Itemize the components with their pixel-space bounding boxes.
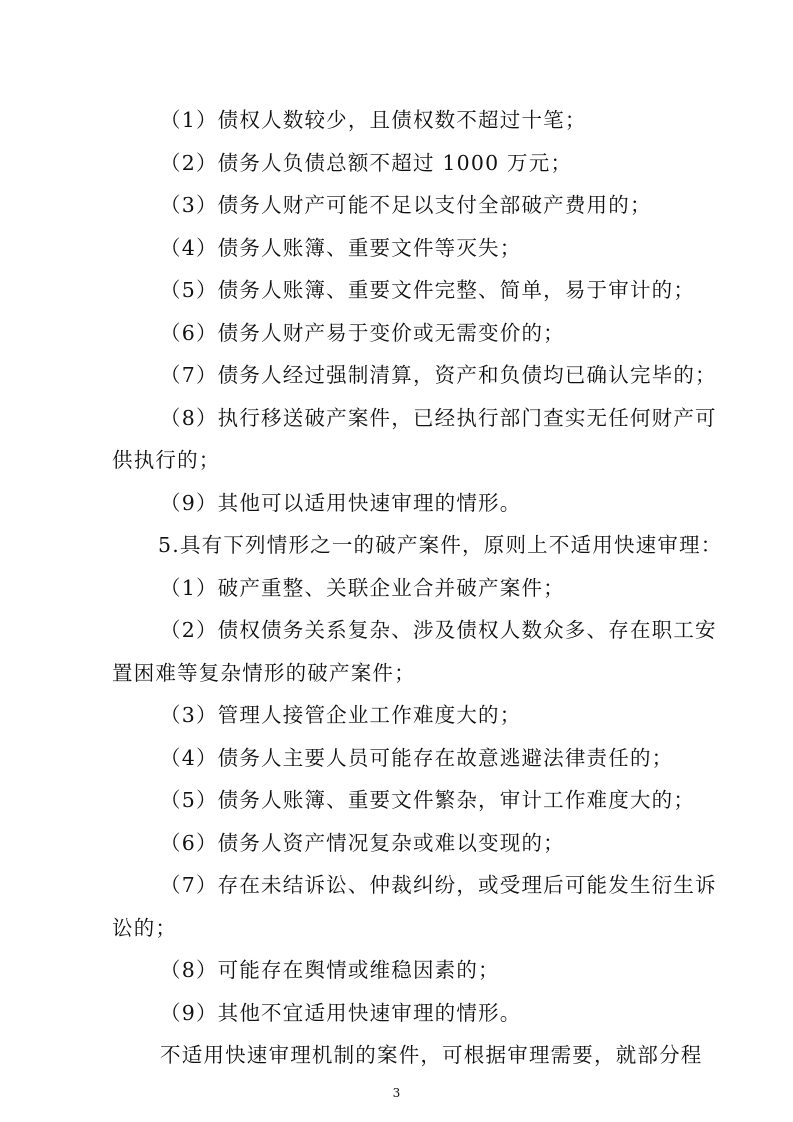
exclusion-item-9: （9）其他不宜适用快速审理的情形。: [160, 1001, 522, 1025]
criteria-item-5: （5）债务人账簿、重要文件完整、简单，易于审计的；: [160, 278, 696, 302]
exclusion-item-2: （2）债权债务关系复杂、涉及债权人数众多、存在职工安: [160, 618, 717, 642]
criteria-item-8: （8）执行移送破产案件，已经执行部门查实无任何财产可: [160, 406, 717, 430]
exclusion-item-7-continued: 讼的；: [112, 916, 178, 940]
section-5-heading: 5.具有下列情形之一的破产案件，原则上不适用快速审理：: [158, 533, 723, 557]
criteria-item-4: （4）债务人账簿、重要文件等灭失；: [160, 236, 522, 260]
page-number: 3: [392, 1086, 401, 1100]
criteria-item-1: （1）债权人数较少，且债权数不超过十笔；: [160, 108, 587, 132]
closing-paragraph: 不适用快速审理机制的案件，可根据审理需要，就部分程: [160, 1043, 703, 1067]
criteria-item-8-continued: 供执行的；: [112, 448, 221, 472]
criteria-item-9: （9）其他可以适用快速审理的情形。: [160, 491, 522, 515]
exclusion-item-5: （5）债务人账簿、重要文件繁杂，审计工作难度大的；: [160, 788, 696, 812]
criteria-item-6: （6）债务人财产易于变价或无需变价的；: [160, 321, 565, 345]
exclusion-item-8: （8）可能存在舆情或维稳因素的；: [160, 958, 500, 982]
criteria-item-3: （3）债务人财产可能不足以支付全部破产费用的；: [160, 193, 652, 217]
exclusion-item-1: （1）破产重整、关联企业合并破产案件；: [160, 576, 565, 600]
exclusion-item-6: （6）债务人资产情况复杂或难以变现的；: [160, 831, 565, 855]
criteria-item-2: （2）债务人负债总额不超过 1000 万元；: [160, 151, 573, 175]
exclusion-item-3: （3）管理人接管企业工作难度大的；: [160, 703, 522, 727]
exclusion-item-7: （7）存在未结诉讼、仲裁纠纷，或受理后可能发生衍生诉: [160, 873, 717, 897]
criteria-item-7: （7）债务人经过强制清算，资产和负债均已确认完毕的；: [160, 363, 717, 387]
exclusion-item-2-continued: 置困难等复杂情形的破产案件；: [112, 661, 416, 685]
exclusion-item-4: （4）债务人主要人员可能存在故意逃避法律责任的；: [160, 746, 674, 770]
